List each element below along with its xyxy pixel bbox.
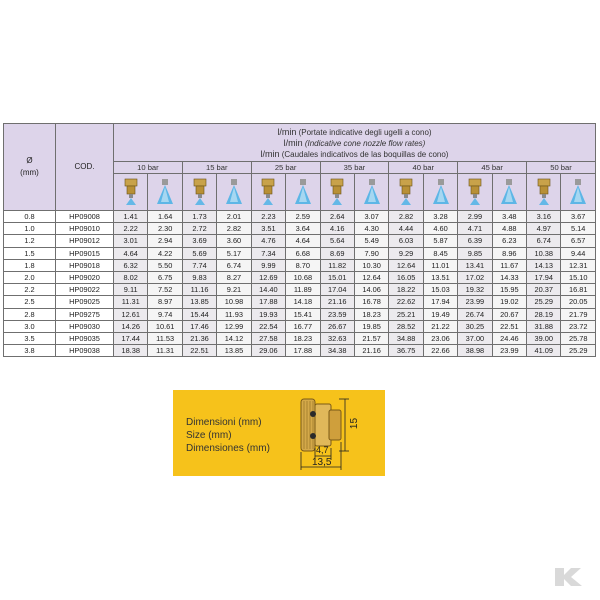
flow-value-cell: 5.17 [217, 247, 251, 259]
flow-rate-table [3, 123, 596, 357]
flow-value-cell: 41.09 [527, 345, 561, 357]
flow-value-cell: 9.44 [561, 247, 595, 259]
flow-value-cell: 20.67 [492, 308, 526, 320]
flow-value-cell: 1.73 [182, 211, 216, 223]
flow-value-cell: 19.93 [251, 308, 285, 320]
flow-value-cell: 31.88 [527, 320, 561, 332]
spray-cone-icon [293, 177, 313, 207]
icon-cell [561, 174, 595, 211]
flow-value-cell: 17.02 [458, 271, 492, 283]
flow-value-cell: 3.28 [423, 211, 457, 223]
flow-value-cell: 28.52 [389, 320, 423, 332]
diameter-cell: 2.5 [4, 296, 56, 308]
flow-value-cell: 9.99 [251, 259, 285, 271]
table-row [4, 332, 596, 344]
flow-value-cell: 4.44 [389, 223, 423, 235]
flow-value-cell: 21.16 [354, 345, 388, 357]
flow-value-cell: 3.64 [286, 223, 320, 235]
flow-value-cell: 3.60 [217, 235, 251, 247]
flow-value-cell: 21.36 [182, 332, 216, 344]
flow-value-cell: 23.99 [458, 296, 492, 308]
code-cell: HP09015 [56, 247, 114, 259]
flow-value-cell: 9.21 [217, 284, 251, 296]
flow-value-cell: 12.64 [389, 259, 423, 271]
flow-value-cell: 2.01 [217, 211, 251, 223]
flow-value-cell: 8.70 [286, 259, 320, 271]
icon-cell [114, 174, 148, 211]
code-cell: HP09008 [56, 211, 114, 223]
dimensions-label-es: Dimensiones (mm) [186, 443, 270, 454]
pressure-header: 25 bar [251, 162, 320, 174]
diameter-cell: 3.8 [4, 345, 56, 357]
icon-cell [217, 174, 251, 211]
flow-value-cell: 34.88 [389, 332, 423, 344]
title-english: l/min (Indicative cone nozzle flow rates) [283, 138, 426, 148]
flow-value-cell: 13.85 [182, 296, 216, 308]
table-row [4, 247, 596, 259]
flow-value-cell: 11.67 [492, 259, 526, 271]
flow-value-cell: 14.12 [217, 332, 251, 344]
flow-value-cell: 17.44 [114, 332, 148, 344]
code-cell: HP09035 [56, 332, 114, 344]
code-cell: HP09025 [56, 296, 114, 308]
flow-value-cell: 6.74 [217, 259, 251, 271]
flow-value-cell: 23.06 [423, 332, 457, 344]
flow-value-cell: 6.68 [286, 247, 320, 259]
table-row [4, 308, 596, 320]
flow-value-cell: 8.02 [114, 271, 148, 283]
flow-value-cell: 13.51 [423, 271, 457, 283]
diameter-cell: 2.8 [4, 308, 56, 320]
flow-value-cell: 9.83 [182, 271, 216, 283]
table-row [4, 211, 596, 223]
spray-cone-icon [224, 177, 244, 207]
icon-cell [182, 174, 216, 211]
diameter-cell: 0.8 [4, 211, 56, 223]
table-row [4, 320, 596, 332]
flow-value-cell: 2.59 [286, 211, 320, 223]
flow-value-cell: 3.69 [182, 235, 216, 247]
icon-cell [286, 174, 320, 211]
flow-value-cell: 4.71 [458, 223, 492, 235]
flow-value-cell: 28.19 [527, 308, 561, 320]
flow-value-cell: 19.32 [458, 284, 492, 296]
flow-value-cell: 1.41 [114, 211, 148, 223]
spray-cone-icon [568, 177, 588, 207]
code-cell: HP09022 [56, 284, 114, 296]
code-cell: HP09038 [56, 345, 114, 357]
flow-value-cell: 7.52 [148, 284, 182, 296]
flow-value-cell: 13.41 [458, 259, 492, 271]
flow-value-cell: 11.16 [182, 284, 216, 296]
flow-value-cell: 15.95 [492, 284, 526, 296]
flow-value-cell: 12.69 [251, 271, 285, 283]
flow-value-cell: 5.69 [182, 247, 216, 259]
icon-cell [458, 174, 492, 211]
pressure-header: 10 bar [114, 162, 183, 174]
flow-value-cell: 27.58 [251, 332, 285, 344]
flow-value-cell: 18.38 [114, 345, 148, 357]
flow-value-cell: 7.34 [251, 247, 285, 259]
flow-value-cell: 4.64 [286, 235, 320, 247]
flow-value-cell: 26.67 [320, 320, 354, 332]
title-italian: l/min (Portate indicative degli ugelli a cono) [277, 127, 432, 137]
flow-value-cell: 4.76 [251, 235, 285, 247]
flow-value-cell: 5.49 [354, 235, 388, 247]
flow-value-cell: 17.94 [527, 271, 561, 283]
flow-value-cell: 20.05 [561, 296, 595, 308]
flow-value-cell: 22.54 [251, 320, 285, 332]
flow-value-cell: 15.10 [561, 271, 595, 283]
flow-value-cell: 15.41 [286, 308, 320, 320]
flow-value-cell: 21.16 [320, 296, 354, 308]
flow-value-cell: 6.03 [389, 235, 423, 247]
flow-value-cell: 6.75 [148, 271, 182, 283]
icon-cell [492, 174, 526, 211]
icon-cell [320, 174, 354, 211]
flow-value-cell: 9.74 [148, 308, 182, 320]
flow-value-cell: 16.78 [354, 296, 388, 308]
flow-value-cell: 3.07 [354, 211, 388, 223]
title-spanish: l/min (Caudales indicativos de las boquillas de cono) [260, 149, 449, 159]
diameter-unit: (mm) [20, 168, 39, 177]
flow-value-cell: 10.38 [527, 247, 561, 259]
flow-value-cell: 34.38 [320, 345, 354, 357]
icon-cell [148, 174, 182, 211]
nozzle-icon [122, 177, 140, 207]
flow-value-cell: 1.64 [148, 211, 182, 223]
flow-value-cell: 14.33 [492, 271, 526, 283]
flow-value-cell: 14.13 [527, 259, 561, 271]
flow-value-cell: 5.50 [148, 259, 182, 271]
flow-value-cell: 14.18 [286, 296, 320, 308]
flow-value-cell: 8.27 [217, 271, 251, 283]
nozzle-icon [466, 177, 484, 207]
flow-value-cell: 24.46 [492, 332, 526, 344]
nozzle-icon [328, 177, 346, 207]
diameter-cell: 3.0 [4, 320, 56, 332]
nozzle-body [301, 399, 341, 451]
flow-value-cell: 14.06 [354, 284, 388, 296]
flow-value-cell: 2.30 [148, 223, 182, 235]
flow-value-cell: 38.98 [458, 345, 492, 357]
flow-value-cell: 5.14 [561, 223, 595, 235]
code-cell: HP09010 [56, 223, 114, 235]
icon-cell [389, 174, 423, 211]
spray-cone-icon [155, 177, 175, 207]
code-cell: HP09030 [56, 320, 114, 332]
flow-value-cell: 21.79 [561, 308, 595, 320]
flow-value-cell: 4.30 [354, 223, 388, 235]
table-row [4, 271, 596, 283]
flow-value-cell: 10.61 [148, 320, 182, 332]
flow-value-cell: 18.23 [286, 332, 320, 344]
flow-value-cell: 9.11 [114, 284, 148, 296]
flow-value-cell: 6.57 [561, 235, 595, 247]
diameter-cell: 1.0 [4, 223, 56, 235]
flow-value-cell: 9.29 [389, 247, 423, 259]
flow-value-cell: 2.23 [251, 211, 285, 223]
flow-value-cell: 13.85 [217, 345, 251, 357]
flow-value-cell: 19.49 [423, 308, 457, 320]
diameter-symbol: Ø [26, 156, 33, 165]
flow-value-cell: 23.99 [492, 345, 526, 357]
flow-value-cell: 12.64 [354, 271, 388, 283]
diameter-cell: 1.2 [4, 235, 56, 247]
code-cell: HP09012 [56, 235, 114, 247]
flow-value-cell: 11.31 [148, 345, 182, 357]
table-row [4, 296, 596, 308]
table-row [4, 223, 596, 235]
flow-value-cell: 12.61 [114, 308, 148, 320]
flow-value-cell: 4.97 [527, 223, 561, 235]
flow-value-cell: 37.00 [458, 332, 492, 344]
flow-value-cell: 6.74 [527, 235, 561, 247]
flow-value-cell: 2.94 [148, 235, 182, 247]
flow-value-cell: 11.93 [217, 308, 251, 320]
flow-value-cell: 26.74 [458, 308, 492, 320]
flow-value-cell: 2.64 [320, 211, 354, 223]
diameter-cell: 2.0 [4, 271, 56, 283]
flow-value-cell: 11.82 [320, 259, 354, 271]
flow-value-cell: 2.82 [217, 223, 251, 235]
flow-value-cell: 11.01 [423, 259, 457, 271]
flow-value-cell: 22.51 [182, 345, 216, 357]
flow-value-cell: 18.22 [389, 284, 423, 296]
flow-value-cell: 4.64 [114, 247, 148, 259]
flow-value-cell: 25.29 [527, 296, 561, 308]
flow-value-cell: 8.96 [492, 247, 526, 259]
diameter-cell: 1.8 [4, 259, 56, 271]
flow-value-cell: 5.64 [320, 235, 354, 247]
pressure-header: 35 bar [320, 162, 389, 174]
flow-value-cell: 3.48 [492, 211, 526, 223]
flow-value-cell: 15.01 [320, 271, 354, 283]
flow-value-cell: 21.22 [423, 320, 457, 332]
flow-value-cell: 3.01 [114, 235, 148, 247]
dimensions-label-it: Dimensioni (mm) [186, 417, 262, 428]
flow-value-cell: 2.99 [458, 211, 492, 223]
flow-value-cell: 17.94 [423, 296, 457, 308]
icon-cell [354, 174, 388, 211]
flow-value-cell: 10.98 [217, 296, 251, 308]
diameter-header [4, 124, 56, 211]
flow-value-cell: 30.25 [458, 320, 492, 332]
flow-value-cell: 17.88 [286, 345, 320, 357]
code-cell: HP09020 [56, 271, 114, 283]
nozzle-icon [191, 177, 209, 207]
flow-value-cell: 6.23 [492, 235, 526, 247]
flow-value-cell: 29.06 [251, 345, 285, 357]
dimensions-label-en: Size (mm) [186, 430, 232, 441]
flow-value-cell: 8.69 [320, 247, 354, 259]
flow-value-cell: 9.85 [458, 247, 492, 259]
flow-value-cell: 7.74 [182, 259, 216, 271]
height-dimension: 15 [349, 417, 361, 430]
flow-value-cell: 25.21 [389, 308, 423, 320]
code-cell: HP09275 [56, 308, 114, 320]
flow-value-cell: 10.68 [286, 271, 320, 283]
flow-value-cell: 2.22 [114, 223, 148, 235]
flow-value-cell: 4.60 [423, 223, 457, 235]
flow-value-cell: 11.53 [148, 332, 182, 344]
flow-value-cell: 16.05 [389, 271, 423, 283]
flow-value-cell: 36.75 [389, 345, 423, 357]
flow-value-cell: 3.67 [561, 211, 595, 223]
flow-value-cell: 18.23 [354, 308, 388, 320]
nozzle-icon [535, 177, 553, 207]
nozzle-icon [259, 177, 277, 207]
flow-value-cell: 20.37 [527, 284, 561, 296]
flow-value-cell: 2.72 [182, 223, 216, 235]
flow-value-cell: 19.02 [492, 296, 526, 308]
flow-value-cell: 21.57 [354, 332, 388, 344]
table-row [4, 284, 596, 296]
flow-value-cell: 19.85 [354, 320, 388, 332]
table-row [4, 235, 596, 247]
flow-value-cell: 14.40 [251, 284, 285, 296]
flow-value-cell: 8.97 [148, 296, 182, 308]
flow-value-cell: 4.88 [492, 223, 526, 235]
flow-value-cell: 12.99 [217, 320, 251, 332]
table-row [4, 345, 596, 357]
flow-value-cell: 15.44 [182, 308, 216, 320]
dimensions-panel [173, 390, 385, 476]
flow-value-cell: 23.72 [561, 320, 595, 332]
flow-value-cell: 22.51 [492, 320, 526, 332]
flow-value-cell: 16.77 [286, 320, 320, 332]
flow-value-cell: 39.00 [527, 332, 561, 344]
brand-k-logo [553, 566, 585, 588]
icon-cell [527, 174, 561, 211]
flow-value-cell: 17.88 [251, 296, 285, 308]
nozzle-icon [397, 177, 415, 207]
flow-value-cell: 17.46 [182, 320, 216, 332]
diameter-cell: 3.5 [4, 332, 56, 344]
diameter-cell: 1.5 [4, 247, 56, 259]
flow-value-cell: 12.31 [561, 259, 595, 271]
flow-value-cell: 22.62 [389, 296, 423, 308]
pressure-header: 45 bar [458, 162, 527, 174]
pressure-header: 40 bar [389, 162, 458, 174]
flow-value-cell: 11.31 [114, 296, 148, 308]
flow-value-cell: 2.82 [389, 211, 423, 223]
flow-value-cell: 22.66 [423, 345, 457, 357]
diameter-cell: 2.2 [4, 284, 56, 296]
flow-value-cell: 15.03 [423, 284, 457, 296]
flow-value-cell: 11.89 [286, 284, 320, 296]
flow-value-cell: 3.51 [251, 223, 285, 235]
flow-value-cell: 4.16 [320, 223, 354, 235]
flow-value-cell: 25.29 [561, 345, 595, 357]
flow-value-cell: 32.63 [320, 332, 354, 344]
flow-value-cell: 4.22 [148, 247, 182, 259]
flow-value-cell: 14.26 [114, 320, 148, 332]
spray-cone-icon [499, 177, 519, 207]
icon-cell [251, 174, 285, 211]
flow-value-cell: 8.45 [423, 247, 457, 259]
pressure-header: 50 bar [527, 162, 596, 174]
spray-cone-icon [362, 177, 382, 207]
pressure-header: 15 bar [182, 162, 251, 174]
flow-value-cell: 6.32 [114, 259, 148, 271]
icon-cell [423, 174, 457, 211]
flow-value-cell: 10.30 [354, 259, 388, 271]
flow-title [114, 124, 596, 162]
table-row [4, 259, 596, 271]
length-dimension: 13,5 [312, 457, 332, 468]
flow-value-cell: 7.90 [354, 247, 388, 259]
flow-value-cell: 17.04 [320, 284, 354, 296]
spray-cone-icon [431, 177, 451, 207]
flow-value-cell: 25.78 [561, 332, 595, 344]
flow-value-cell: 3.16 [527, 211, 561, 223]
flow-value-cell: 23.59 [320, 308, 354, 320]
nozzle-dimension-drawing [173, 390, 385, 476]
flow-value-cell: 16.81 [561, 284, 595, 296]
code-header: COD. [56, 124, 114, 211]
flow-value-cell: 6.39 [458, 235, 492, 247]
inner-dimension: 4,7 [316, 445, 329, 455]
flow-value-cell: 5.87 [423, 235, 457, 247]
code-cell: HP09018 [56, 259, 114, 271]
